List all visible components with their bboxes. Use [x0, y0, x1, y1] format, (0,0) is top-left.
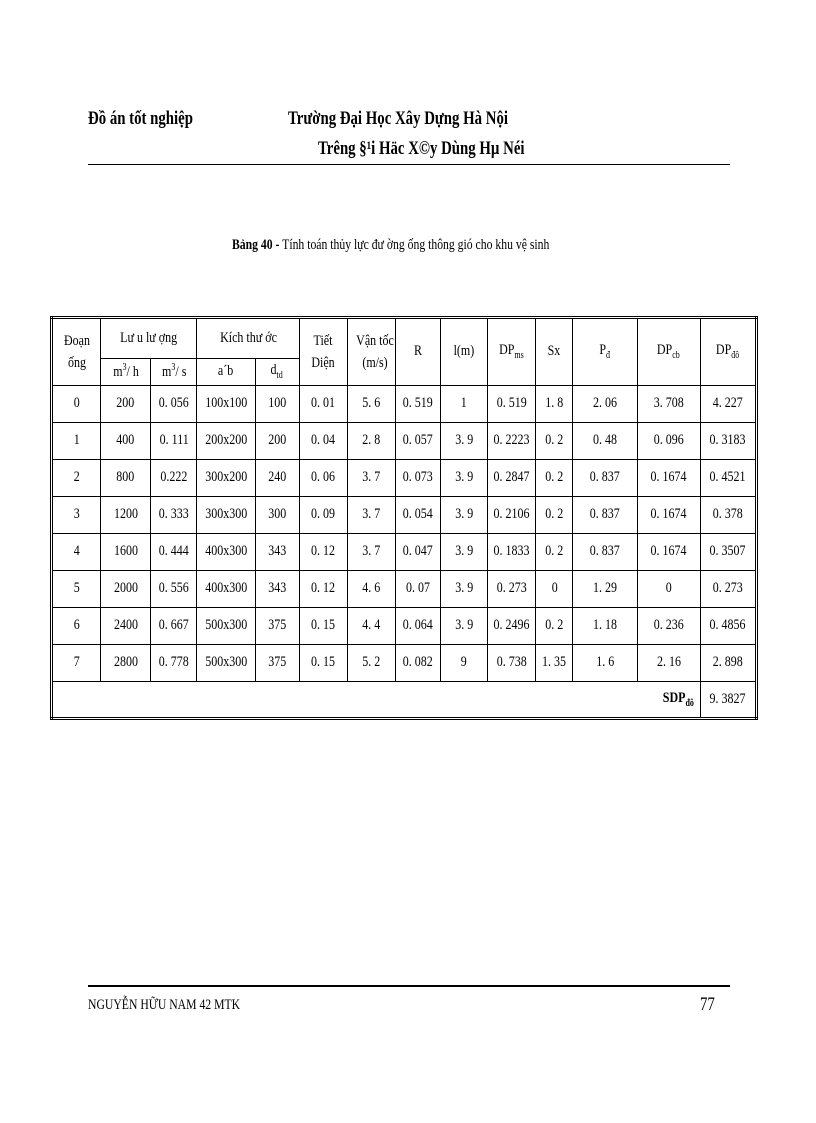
- table-cell: 3. 7: [347, 533, 395, 570]
- table-cell: 343: [255, 533, 299, 570]
- table-cell: 6: [52, 607, 101, 644]
- table-cell: 0. 047: [395, 533, 440, 570]
- table-cell: 0. 1833: [488, 533, 536, 570]
- th-r: R: [395, 318, 440, 386]
- table-cell: 0. 837: [573, 459, 637, 496]
- header-university-text: Trường Đại Học Xây Dựng Hà Nội: [288, 108, 509, 129]
- table-cell: 5. 6: [347, 385, 395, 422]
- th-van-toc: Vận tốc (m/s): [347, 318, 395, 386]
- table-cell: 1: [52, 422, 101, 459]
- table-cell: 1200: [101, 496, 151, 533]
- table-sum-row: [52, 681, 757, 718]
- sum-label: $SDP_{đô}$: [52, 681, 701, 718]
- table-cell: 0. 09: [299, 496, 347, 533]
- table-cell: 300x300: [197, 496, 255, 533]
- table-row: [52, 459, 757, 496]
- table-cell: 0.222: [151, 459, 197, 496]
- table-row: [52, 496, 757, 533]
- table-cell: 2. 8: [347, 422, 395, 459]
- table-cell: 0: [637, 570, 700, 607]
- table-cell: 3. 9: [441, 422, 488, 459]
- th-sx: Sx: [536, 318, 573, 386]
- table-cell: 2. 898: [700, 644, 756, 681]
- table-cell: 1600: [101, 533, 151, 570]
- table-cell: 200: [255, 422, 299, 459]
- th-luu-luong: Lư u lư ợng: [101, 318, 197, 359]
- table-cell: 200: [101, 385, 151, 422]
- table-cell: 0. 04: [299, 422, 347, 459]
- table-cell: 3. 9: [441, 570, 488, 607]
- th-pd: $P_đ$: [573, 318, 637, 386]
- table-cell: 0. 2: [536, 607, 573, 644]
- table-cell: 0. 06: [299, 459, 347, 496]
- table-cell: 0. 01: [299, 385, 347, 422]
- table-cell: 0. 3183: [700, 422, 756, 459]
- table-cell: 4. 4: [347, 607, 395, 644]
- table-cell: 0. 3507: [700, 533, 756, 570]
- th-m3h: $m^3/$ h: [101, 359, 151, 386]
- table-row: [52, 385, 757, 422]
- table-cell: 1. 8: [536, 385, 573, 422]
- table-cell: 240: [255, 459, 299, 496]
- table-cell: 0. 333: [151, 496, 197, 533]
- table-cell: 1. 18: [573, 607, 637, 644]
- table-row: [52, 644, 757, 681]
- table-cell: 0. 48: [573, 422, 637, 459]
- table-cell: 300x200: [197, 459, 255, 496]
- th-dp-cb: $DP_{cb}$: [637, 318, 700, 386]
- table-cell: 0. 2496: [488, 607, 536, 644]
- header-left-text: Đồ án tốt nghiệp: [88, 108, 193, 129]
- table-header-row-1: [52, 318, 757, 359]
- header-left-title: [88, 108, 223, 130]
- table-cell: 0. 273: [488, 570, 536, 607]
- table-cell: 800: [101, 459, 151, 496]
- table-cell: 0. 556: [151, 570, 197, 607]
- table-cell: 2. 06: [573, 385, 637, 422]
- table-cell: 4. 6: [347, 570, 395, 607]
- table-cell: 2. 16: [637, 644, 700, 681]
- table-cell: 0. 2: [536, 533, 573, 570]
- header-rule: [88, 164, 730, 165]
- table-cell: 0. 2847: [488, 459, 536, 496]
- table-cell: 0. 273: [700, 570, 756, 607]
- table-cell: 2400: [101, 607, 151, 644]
- table-cell: 1. 29: [573, 570, 637, 607]
- table-cell: 0. 111: [151, 422, 197, 459]
- table-cell: 0: [52, 385, 101, 422]
- table-cell: 0. 837: [573, 496, 637, 533]
- table-cell: 3. 9: [441, 607, 488, 644]
- table-cell: 0. 519: [395, 385, 440, 422]
- table-cell: 200x200: [197, 422, 255, 459]
- table-cell: 0. 519: [488, 385, 536, 422]
- table-cell: 0. 4521: [700, 459, 756, 496]
- table-cell: 0. 057: [395, 422, 440, 459]
- table-cell: 0. 667: [151, 607, 197, 644]
- table-cell: 0. 2: [536, 496, 573, 533]
- th-dp-ms: $DP_{ms}$: [488, 318, 536, 386]
- sum-value: 9. 3827: [700, 681, 756, 718]
- table-cell: 300: [255, 496, 299, 533]
- table-cell: 0. 1674: [637, 459, 700, 496]
- table-cell: 2800: [101, 644, 151, 681]
- table-cell: 9: [441, 644, 488, 681]
- table-cell: 3. 9: [441, 459, 488, 496]
- table-cell: 0. 054: [395, 496, 440, 533]
- table-cell: 400: [101, 422, 151, 459]
- table-cell: 2000: [101, 570, 151, 607]
- table-cell: 0. 1674: [637, 533, 700, 570]
- table-cell: 375: [255, 607, 299, 644]
- table-cell: 1. 35: [536, 644, 573, 681]
- table-cell: 0. 064: [395, 607, 440, 644]
- table-cell: 0. 073: [395, 459, 440, 496]
- table-cell: 3. 9: [441, 496, 488, 533]
- hydraulic-table: [50, 316, 758, 720]
- table-cell: 100x100: [197, 385, 255, 422]
- table-cell: 0: [536, 570, 573, 607]
- table-cell: 0. 778: [151, 644, 197, 681]
- table-cell: 0. 2223: [488, 422, 536, 459]
- footer-author-text: NGUYỄN HỮU NAM 42 MTK: [88, 997, 241, 1013]
- th-kich-thuoc: Kích thư ớc: [197, 318, 299, 359]
- table-cell: 0. 2106: [488, 496, 536, 533]
- table-cell: 0. 096: [637, 422, 700, 459]
- table-cell: 1: [441, 385, 488, 422]
- table-cell: 375: [255, 644, 299, 681]
- table-cell: 5: [52, 570, 101, 607]
- th-dp-do: $DP_{đô}$: [700, 318, 756, 386]
- header-university-garbled-text: Trêng §¹i Häc X©y Dùng Hµ Néi: [318, 138, 525, 159]
- table-cell: 0. 12: [299, 570, 347, 607]
- table-cell: 3. 708: [637, 385, 700, 422]
- table-caption: [232, 237, 639, 254]
- caption-text: Tính toán thủy lực đư ờng ống thông gió cho khu vệ sinh: [279, 237, 550, 253]
- table-cell: 500x300: [197, 644, 255, 681]
- table-cell: 0. 236: [637, 607, 700, 644]
- table-cell: 4. 227: [700, 385, 756, 422]
- table-cell: 0. 12: [299, 533, 347, 570]
- table-cell: 4: [52, 533, 101, 570]
- table-cell: 100: [255, 385, 299, 422]
- table-cell: 400x300: [197, 533, 255, 570]
- th-doan-ong: Đoạn ống: [52, 318, 101, 386]
- header-university-garbled: [318, 138, 583, 160]
- table-cell: 0. 056: [151, 385, 197, 422]
- table-cell: 400x300: [197, 570, 255, 607]
- table-cell: 3. 7: [347, 496, 395, 533]
- table-cell: 2: [52, 459, 101, 496]
- table-row: [52, 570, 757, 607]
- th-dtd: $d_{td}$: [255, 359, 299, 386]
- table-cell: 0. 07: [395, 570, 440, 607]
- table-cell: 343: [255, 570, 299, 607]
- table-cell: 0. 378: [700, 496, 756, 533]
- table-cell: 0. 082: [395, 644, 440, 681]
- table-cell: 0. 738: [488, 644, 536, 681]
- table-row: [52, 533, 757, 570]
- page-number: [700, 994, 719, 1016]
- table-cell: 500x300: [197, 607, 255, 644]
- table-cell: 0. 1674: [637, 496, 700, 533]
- table-cell: 0. 4856: [700, 607, 756, 644]
- table-cell: 3: [52, 496, 101, 533]
- table-row: [52, 422, 757, 459]
- table-cell: 0. 15: [299, 607, 347, 644]
- footer-rule: [88, 985, 730, 987]
- table-row: [52, 607, 757, 644]
- table-cell: 0. 15: [299, 644, 347, 681]
- table-cell: 7: [52, 644, 101, 681]
- page-number-text: 77: [700, 994, 715, 1015]
- th-tiet-dien: Tiết Diện: [299, 318, 347, 386]
- table-cell: 0. 2: [536, 459, 573, 496]
- header-university: [288, 108, 570, 130]
- table-cell: 5. 2: [347, 644, 395, 681]
- caption-number: Bảng 40 -: [232, 237, 280, 253]
- table-cell: 0. 444: [151, 533, 197, 570]
- table-cell: 0. 837: [573, 533, 637, 570]
- table-cell: 0. 2: [536, 422, 573, 459]
- th-l: l(m): [441, 318, 488, 386]
- table-cell: 3. 9: [441, 533, 488, 570]
- footer-author: [88, 997, 283, 1014]
- th-axb: a´b: [197, 359, 255, 386]
- table-cell: 3. 7: [347, 459, 395, 496]
- table-cell: 1. 6: [573, 644, 637, 681]
- th-m3s: $m^3/$ s: [151, 359, 197, 386]
